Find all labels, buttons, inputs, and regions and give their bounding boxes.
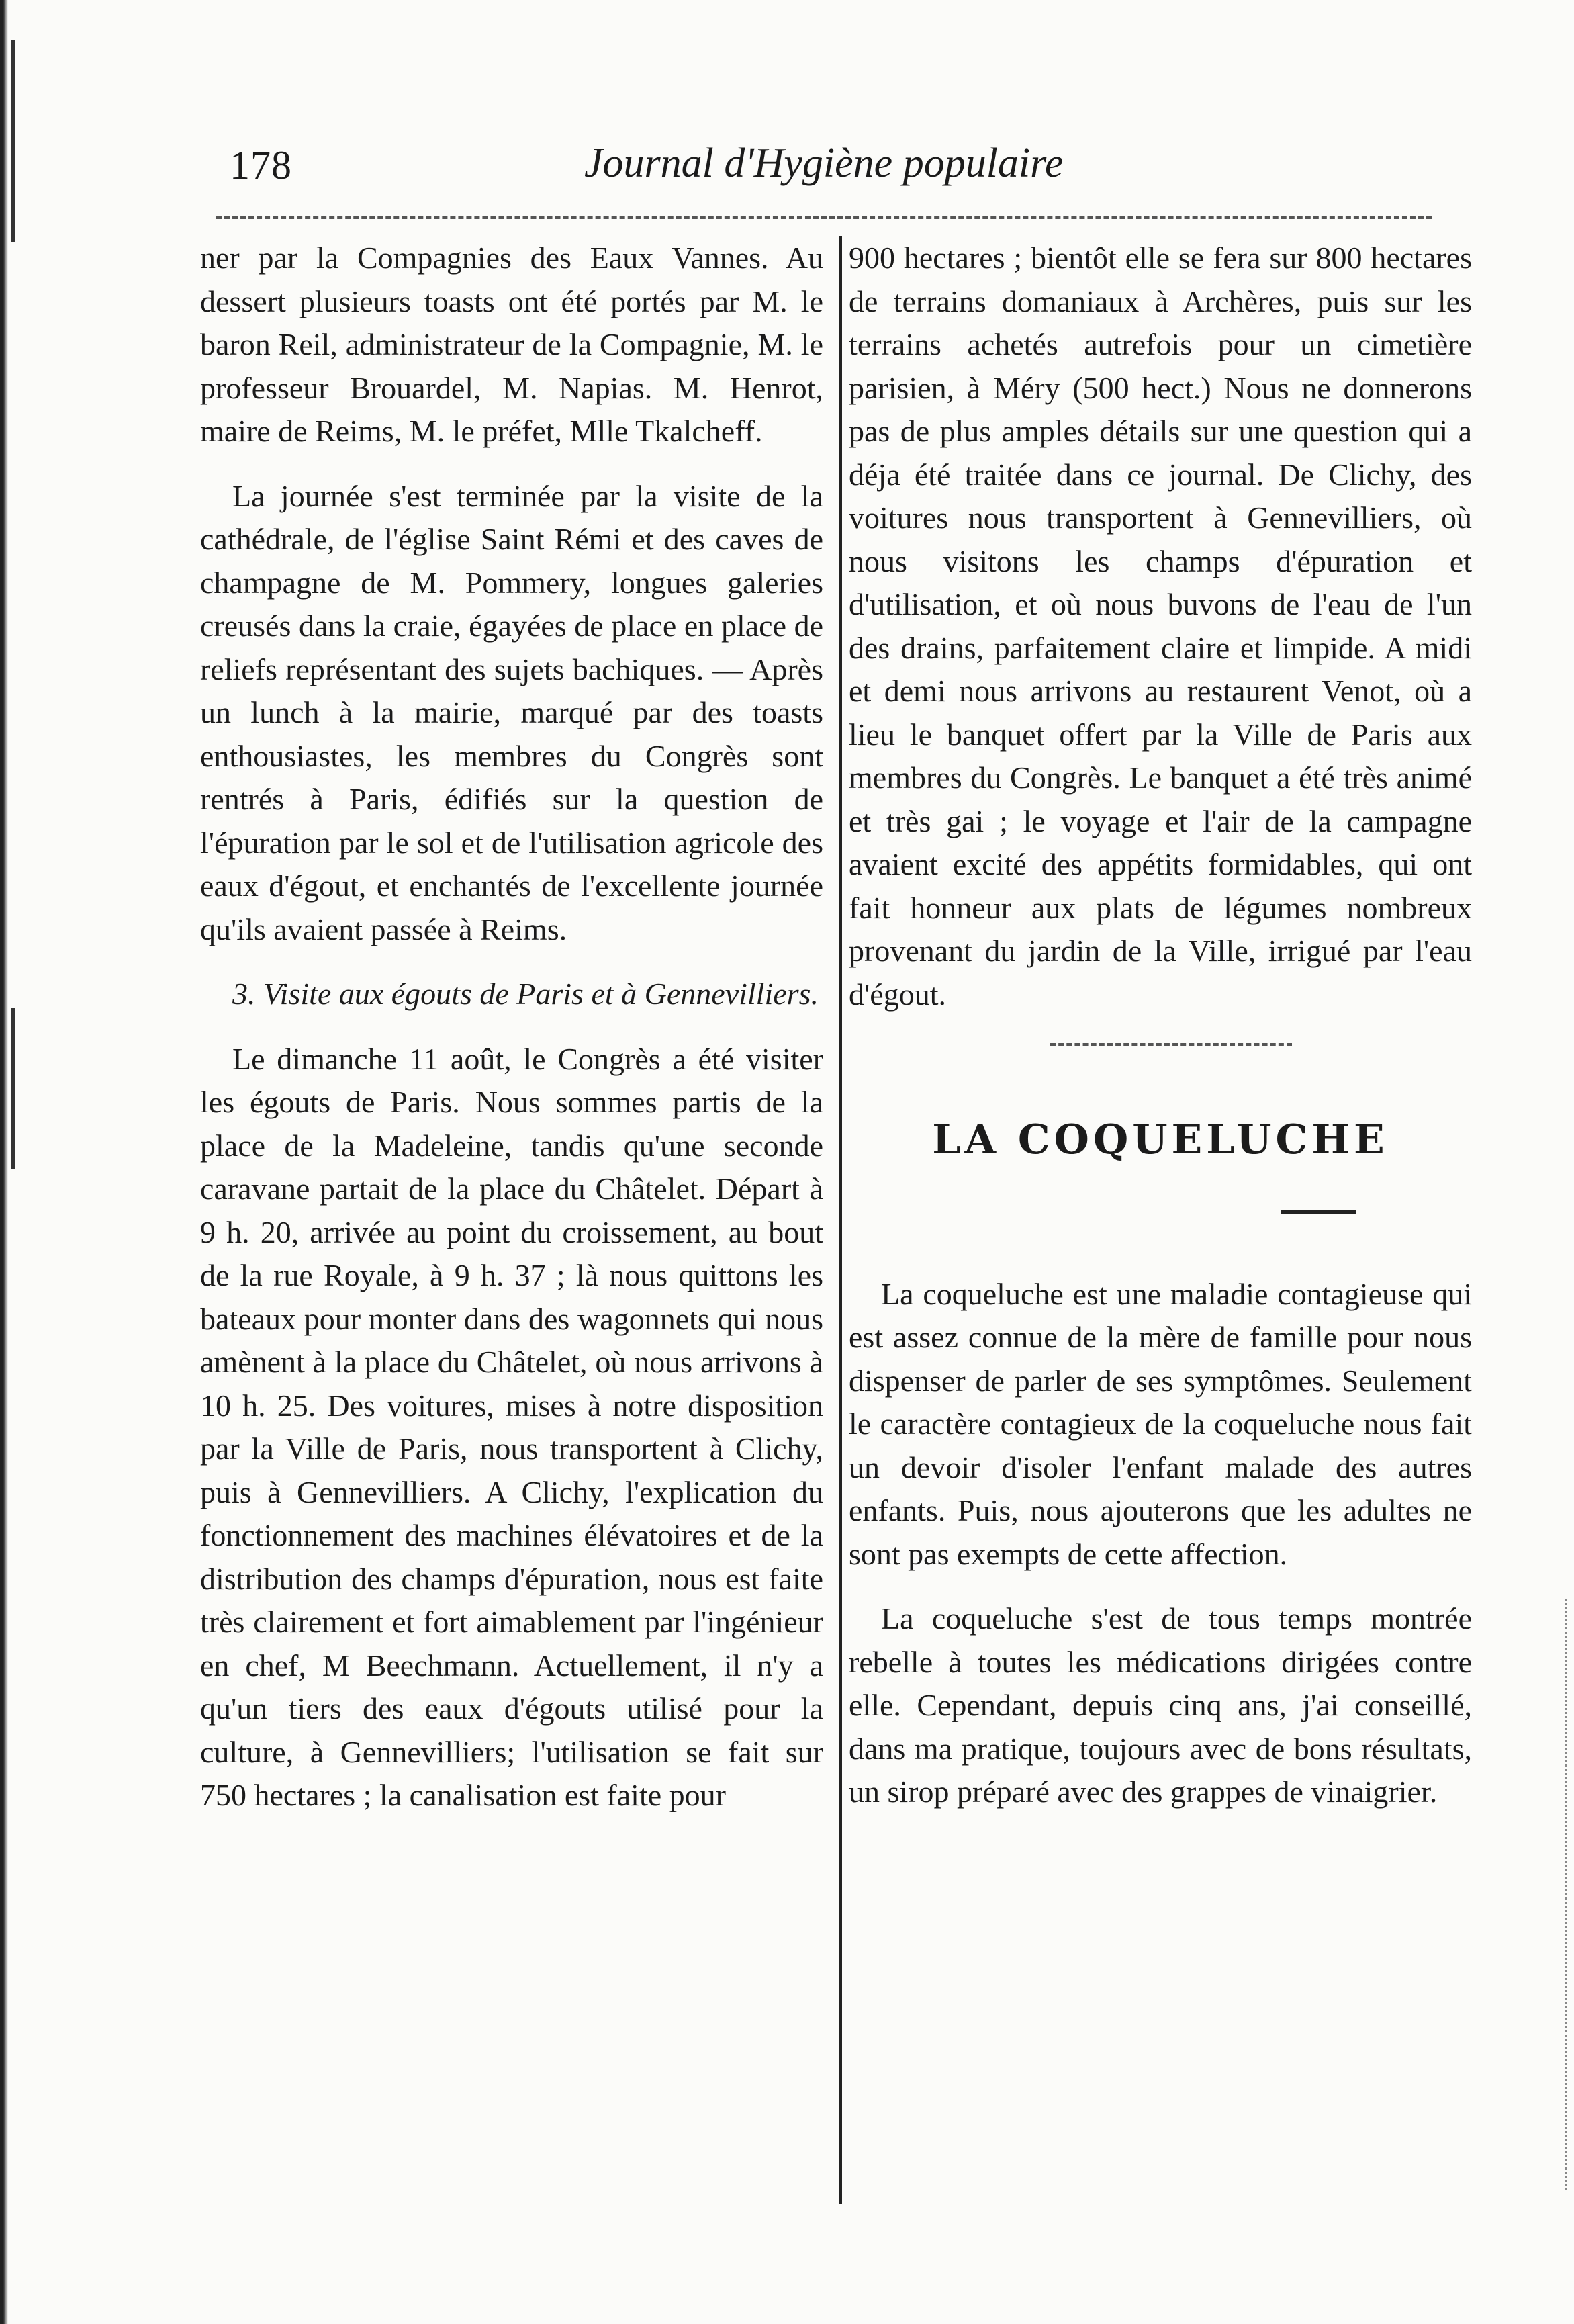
running-title: Journal d'Hygiène populaire — [584, 140, 1064, 186]
scan-right-edge — [1565, 1599, 1570, 2190]
title-rule — [1281, 1210, 1356, 1214]
article-title: LA COQUELUCHE — [932, 1116, 1389, 1163]
paragraph: La journée s'est terminée par la visite de la cathédrale, de l'église Saint Rémi et des caves de champagne de M. Pommery, longues galeries creusés dans la craie, égayées de place en place de reliefs représentant des sujets bachiques. — Après un lunch à la mairie, marqué par des toasts enthousiastes, les membres du Congrès sont rentrés à Paris, édifiés sur la question de l'épuration par le sol et de l'utilisation agricole des eaux d'égout, et enchantés de l'excellente journée qu'ils avaient passée à Reims. — [200, 478, 823, 946]
left-column — [200, 236, 823, 1839]
scan-edge-mark — [11, 1008, 15, 1169]
scan-edge-mark — [11, 40, 15, 242]
paragraph: La coqueluche est une maladie contagieuse qui est assez connue de la mère de famille pour nous dispenser de parler de ses symptômes. Seulement le caractère contagieux de la coqueluche nous fait un devoir d'isoler l'enfant malade des autres enfants. Puis, nous ajouterons que les adultes ne sont pas exempts de cette affection. — [849, 1276, 1472, 1571]
section-separator — [1050, 1043, 1292, 1046]
header-rule — [216, 216, 1432, 219]
paragraph: La coqueluche s'est de tous temps montrée rebelle à toutes les médications dirigées contre elle. Cependant, depuis cinq ans, j'ai conseillé, dans ma pratique, toujours avec de bons résultats, un sirop préparé avec des grappes de vinaigrier. — [849, 1601, 1472, 1809]
paragraph: 900 hectares ; bientôt elle se fera sur 800 hectares de terrains domaniaux à Archères, puis sur les terrains achetés autrefois pour un cimetière parisien, à Méry (500 hect.) Nous ne donnerons pas de plus amples détails sur une question qui a déja été traitée dans ce journal. De Clichy, des voitures nous transportent à Gennevilliers, où nous visitons les champs d'épuration et d'utilisation, et où nous buvons de l'eau de l'un des drains, parfaitement claire et limpide. A midi et demi nous arrivons au restaurent Venot, où a lieu le banquet offert par la Ville de Paris aux membres du Congrès. Le banquet a été très animé et très gai ; le voyage et l'air de la campagne avaient excité des appétits formidables, qui ont fait honneur aux plats de légumes nombreux provenant du jardin de la Ville, irrigué par l'eau d'égout. — [849, 240, 1472, 1012]
column-divider — [839, 236, 842, 2204]
right-column — [849, 236, 1472, 1836]
page-number: 178 — [230, 143, 292, 187]
paragraph: ner par la Compagnies des Eaux Vannes. Au dessert plusieurs toasts ont été portés par M. le baron Reil, administrateur de la Compagnie, M. le professeur Brouardel, M. Napias. M. Henrot, maire de Reims, M. le préfet, Mlle Tkalcheff. — [200, 240, 823, 448]
section-heading: 3. Visite aux égouts de Paris et à Gennevilliers. — [232, 977, 819, 1011]
scan-left-edge — [0, 0, 17, 2324]
paragraph: Le dimanche 11 août, le Congrès a été visiter les égouts de Paris. Nous sommes partis de la place de la Madeleine, tandis qu'une seconde caravane partait de la place du Châtelet. Départ à 9 h. 20, arrivée au point du croissement, au bout de la rue Royale, à 9 h. 37 ; là nous quittons les bateaux pour monter dans des wagonnets qui nous amènent à la place du Châtelet, où nous arrivons à 10 h. 25. Des voitures, mises à notre disposition par la Ville de Paris, nous transportent à Clichy, puis à Gennevilliers. A Clichy, l'explication du fonctionnement des machines élévatoires et de la distribution des champs d'épuration, nous est faite très clairement et fort aimablement par l'ingénieur en chef, M Beechmann. Actuellement, il n'y a qu'un tiers des eaux d'égouts utilisé pour la culture, à Gennevilliers; l'utilisation se fait sur 750 hectares ; la canalisation est faite pour — [200, 1041, 823, 1812]
